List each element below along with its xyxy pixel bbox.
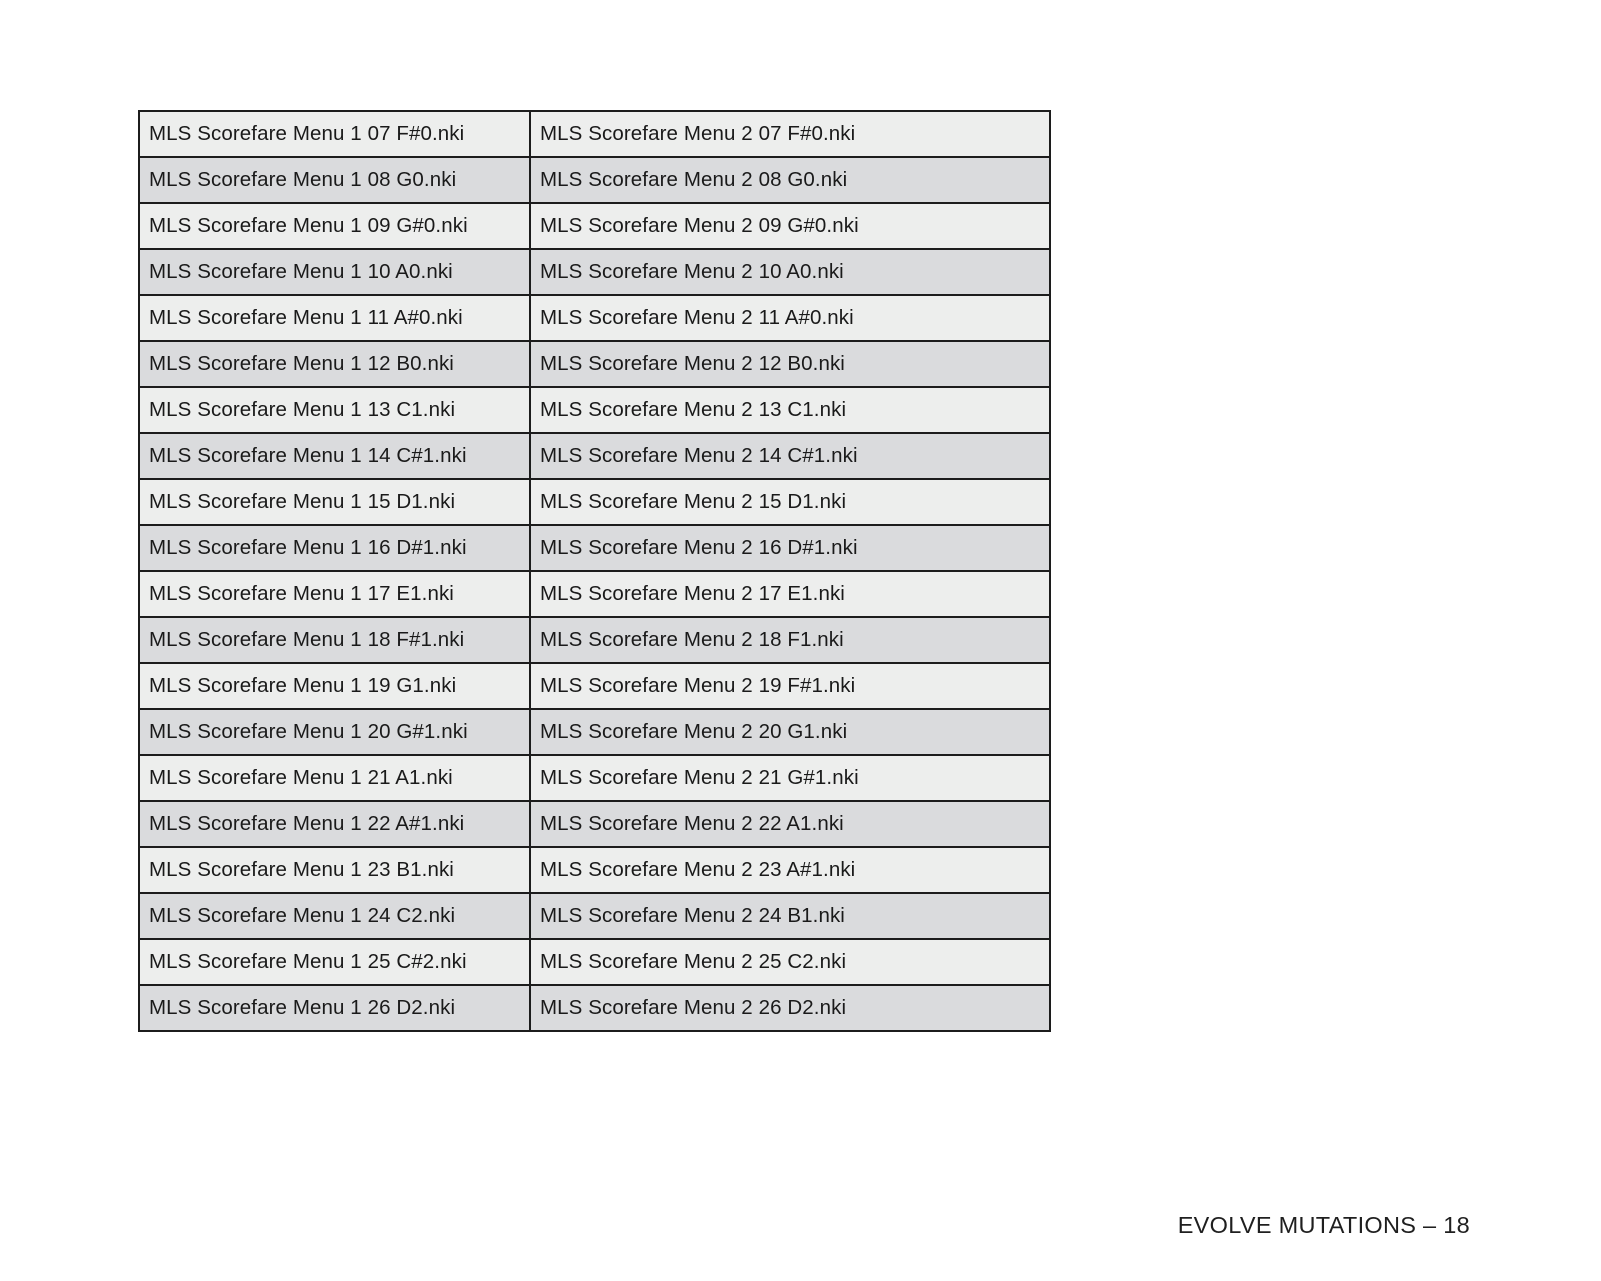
menu-2-file-cell: MLS Scorefare Menu 2 20 G1.nki <box>530 709 1050 755</box>
table-row <box>139 203 1050 249</box>
menu-1-file-cell: MLS Scorefare Menu 1 11 A#0.nki <box>139 295 530 341</box>
table-row <box>139 663 1050 709</box>
table-row <box>139 341 1050 387</box>
menu-1-file-cell: MLS Scorefare Menu 1 09 G#0.nki <box>139 203 530 249</box>
menu-1-file-cell: MLS Scorefare Menu 1 17 E1.nki <box>139 571 530 617</box>
table-row <box>139 479 1050 525</box>
file-list-body <box>139 111 1050 1031</box>
menu-2-file-cell: MLS Scorefare Menu 2 16 D#1.nki <box>530 525 1050 571</box>
menu-2-file-cell: MLS Scorefare Menu 2 23 A#1.nki <box>530 847 1050 893</box>
menu-1-file-cell: MLS Scorefare Menu 1 24 C2.nki <box>139 893 530 939</box>
table-row <box>139 939 1050 985</box>
menu-2-file-cell: MLS Scorefare Menu 2 14 C#1.nki <box>530 433 1050 479</box>
table-row <box>139 433 1050 479</box>
menu-2-file-cell: MLS Scorefare Menu 2 24 B1.nki <box>530 893 1050 939</box>
menu-1-file-cell: MLS Scorefare Menu 1 10 A0.nki <box>139 249 530 295</box>
menu-2-file-cell: MLS Scorefare Menu 2 07 F#0.nki <box>530 111 1050 157</box>
menu-1-file-cell: MLS Scorefare Menu 1 22 A#1.nki <box>139 801 530 847</box>
menu-1-file-cell: MLS Scorefare Menu 1 20 G#1.nki <box>139 709 530 755</box>
table-row <box>139 295 1050 341</box>
table-row <box>139 893 1050 939</box>
menu-1-file-cell: MLS Scorefare Menu 1 15 D1.nki <box>139 479 530 525</box>
table-row <box>139 985 1050 1031</box>
menu-2-file-cell: MLS Scorefare Menu 2 11 A#0.nki <box>530 295 1050 341</box>
menu-1-file-cell: MLS Scorefare Menu 1 26 D2.nki <box>139 985 530 1031</box>
menu-2-file-cell: MLS Scorefare Menu 2 09 G#0.nki <box>530 203 1050 249</box>
page-footer: EVOLVE MUTATIONS – 18 <box>1177 1212 1470 1238</box>
menu-1-file-cell: MLS Scorefare Menu 1 07 F#0.nki <box>139 111 530 157</box>
menu-2-file-cell: MLS Scorefare Menu 2 22 A1.nki <box>530 801 1050 847</box>
table-row <box>139 847 1050 893</box>
menu-1-file-cell: MLS Scorefare Menu 1 21 A1.nki <box>139 755 530 801</box>
menu-2-file-cell: MLS Scorefare Menu 2 26 D2.nki <box>530 985 1050 1031</box>
table-row <box>139 801 1050 847</box>
menu-1-file-cell: MLS Scorefare Menu 1 18 F#1.nki <box>139 617 530 663</box>
table-row <box>139 709 1050 755</box>
table-row <box>139 755 1050 801</box>
menu-1-file-cell: MLS Scorefare Menu 1 13 C1.nki <box>139 387 530 433</box>
table-row <box>139 111 1050 157</box>
menu-2-file-cell: MLS Scorefare Menu 2 18 F1.nki <box>530 617 1050 663</box>
menu-2-file-cell: MLS Scorefare Menu 2 21 G#1.nki <box>530 755 1050 801</box>
menu-2-file-cell: MLS Scorefare Menu 2 12 B0.nki <box>530 341 1050 387</box>
menu-1-file-cell: MLS Scorefare Menu 1 25 C#2.nki <box>139 939 530 985</box>
menu-1-file-cell: MLS Scorefare Menu 1 19 G1.nki <box>139 663 530 709</box>
menu-1-file-cell: MLS Scorefare Menu 1 12 B0.nki <box>139 341 530 387</box>
menu-2-file-cell: MLS Scorefare Menu 2 10 A0.nki <box>530 249 1050 295</box>
table-row <box>139 525 1050 571</box>
menu-1-file-cell: MLS Scorefare Menu 1 14 C#1.nki <box>139 433 530 479</box>
file-list-table <box>138 110 1051 1032</box>
table-row <box>139 617 1050 663</box>
menu-1-file-cell: MLS Scorefare Menu 1 16 D#1.nki <box>139 525 530 571</box>
table-row <box>139 571 1050 617</box>
menu-1-file-cell: MLS Scorefare Menu 1 23 B1.nki <box>139 847 530 893</box>
table-row <box>139 387 1050 433</box>
menu-2-file-cell: MLS Scorefare Menu 2 19 F#1.nki <box>530 663 1050 709</box>
menu-2-file-cell: MLS Scorefare Menu 2 25 C2.nki <box>530 939 1050 985</box>
menu-1-file-cell: MLS Scorefare Menu 1 08 G0.nki <box>139 157 530 203</box>
table-row <box>139 157 1050 203</box>
menu-2-file-cell: MLS Scorefare Menu 2 17 E1.nki <box>530 571 1050 617</box>
menu-2-file-cell: MLS Scorefare Menu 2 08 G0.nki <box>530 157 1050 203</box>
table-row <box>139 249 1050 295</box>
menu-2-file-cell: MLS Scorefare Menu 2 15 D1.nki <box>530 479 1050 525</box>
menu-2-file-cell: MLS Scorefare Menu 2 13 C1.nki <box>530 387 1050 433</box>
